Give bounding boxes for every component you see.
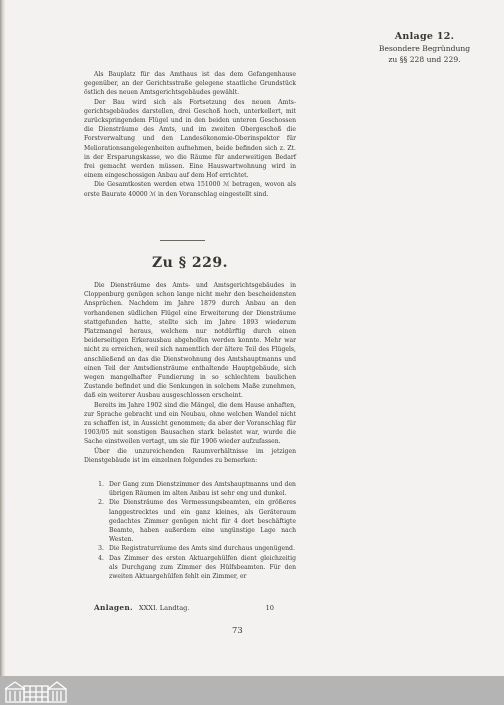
list-item [84, 544, 296, 553]
paragraph: Als Bauplatz für das Amthaus ist das dem Gefangenhause gegenüber, an der Gerichtsstraße gelegene staatliche Grundstück östlich des neuen Amtsgerichtsgebäudes gewählt. [84, 71, 296, 97]
list-item [84, 554, 296, 582]
list-item-text: Das Zimmer des ersten Aktuargehülfen dient gleichzeitig als Durchgang zum Zimmer des Hülfsbeamten. Für den zweiten Aktuargehülfen fehlt ein Zimmer, er [109, 554, 296, 581]
paragraph: Die Gesamtkosten werden etwa 151000 ℳ betragen, wovon als erste Baurate 40000 ℳ in den Voranschlag eingestellt sind. [84, 181, 296, 198]
list-item [84, 480, 296, 498]
list-item-number: 1. [98, 481, 104, 488]
numbered-list [84, 480, 296, 581]
footer-volume: XXXI. Landtag. [138, 604, 190, 612]
list-item-text: Der Gang zum Dienstzimmer des Amtshauptmanns und den übrigen Räumen im alten Anbau ist sehr eng und dunkel. [109, 481, 296, 498]
section-divider [160, 240, 205, 241]
footer-label: Anlagen. [94, 603, 133, 612]
list-item [84, 498, 296, 544]
appendix-reference: zu §§ 228 und 229. [388, 55, 461, 64]
appendix-note [377, 30, 472, 65]
page-footer [94, 603, 274, 612]
paragraph: Die Diensträume des Amts- und Amtsgerichtsgebäudes in Cloppenburg genügen schon lange nicht mehr den bescheidensten Ansprüchen. Nachdem im Jahre 1879 durch Anbau an den vorhandenen südlichen Flügel eine Erweiterung der Diensträume stattgefunden hatte, stellte sich im Jahre 1893 wiederum Platzmangel heraus, welchem nur notdürftig durch einen beiderseitigen Erkerausbau abgeholfen werden konnte. Mehr war nicht zu erreichen, weil sich namentlich der ältere Teil des Flügels, anschließend an das die Dienstwohnung des Amtshauptmanns und einen Teil der Amtsdiensträume enthaltende Hauptgebäude, sich wegen mangelhafter Fundierung in so schlechtem baulichen Zustande befindet und die Senkungen in solchem Maße zunehmen, daß ein weiterer Ausbau ausgeschlossen erscheint. [84, 282, 296, 400]
list-item-number: 4. [98, 554, 104, 562]
appendix-title: Anlage 12. [394, 31, 455, 42]
appendix-subtitle: Besondere Begründung [378, 44, 471, 53]
list-item-text: Die Diensträume des Vermessungsbeamten, ein größeres langgestrecktes und ein ganz kleines, als Geräteraum gedachtes Zimmer genügen nicht für 4 dort beschäftigte Beamte, haben außerdem eine ungünstige Lage nach Westen. [109, 499, 296, 544]
section-heading: Zu § 229. [151, 255, 229, 271]
intro-text-block [84, 70, 296, 199]
list-item-number: 3. [98, 545, 104, 553]
footer-sheet-number: 10 [265, 604, 274, 612]
viewer-bottom-bar [0, 676, 504, 705]
paragraph: Der Bau wird sich als Fortsetzung des neuen Amtsgerichtsgebäudes darstellen, drei Geschoß hoch, unterkellert, mit zurückspringendem Flügel und in den beiden unteren Geschossen die Diensträume des Amts, und im zweiten Obergeschoß die Forstverwaltung und den Landesökonomie-Oberinspektor für Meliorationsangelegenheiten aufnehmen, beide befinden sich z. Zt. in der Ersparungskasse, wo die Räume für anderweitigen Bedarf frei gemacht werden müssen. Eine Hauswartwohnung wird in einem eingeschossigen Anbau auf dem Hof errichtet. [84, 98, 296, 180]
library-building-logo [3, 678, 69, 704]
paragraph: Bereits im Jahre 1902 sind die Mängel, die dem Hause anhaften, zur Sprache gebracht und ein Neubau, ohne welchen Wandel nicht zu schaffen ist, in Aussicht genommen; da aber der Voranschlag für 1903/05 mit sonstigen Bausachen stark belastet war, wurde die Sache einstweilen vertagt, um sie für 1906 wieder aufzufassen. [84, 401, 296, 446]
list-item-number: 2. [98, 499, 104, 507]
page-number: 73 [232, 625, 243, 635]
paragraph: Über die unzureichenden Raumverhältnisse im jetzigen Dienstgebäude ist im einzelnen folgendes zu bemerken: [84, 447, 296, 464]
list-item-text: Die Registraturräume des Amts sind durchaus ungenügend. [109, 545, 295, 553]
section-text-block [84, 281, 296, 465]
